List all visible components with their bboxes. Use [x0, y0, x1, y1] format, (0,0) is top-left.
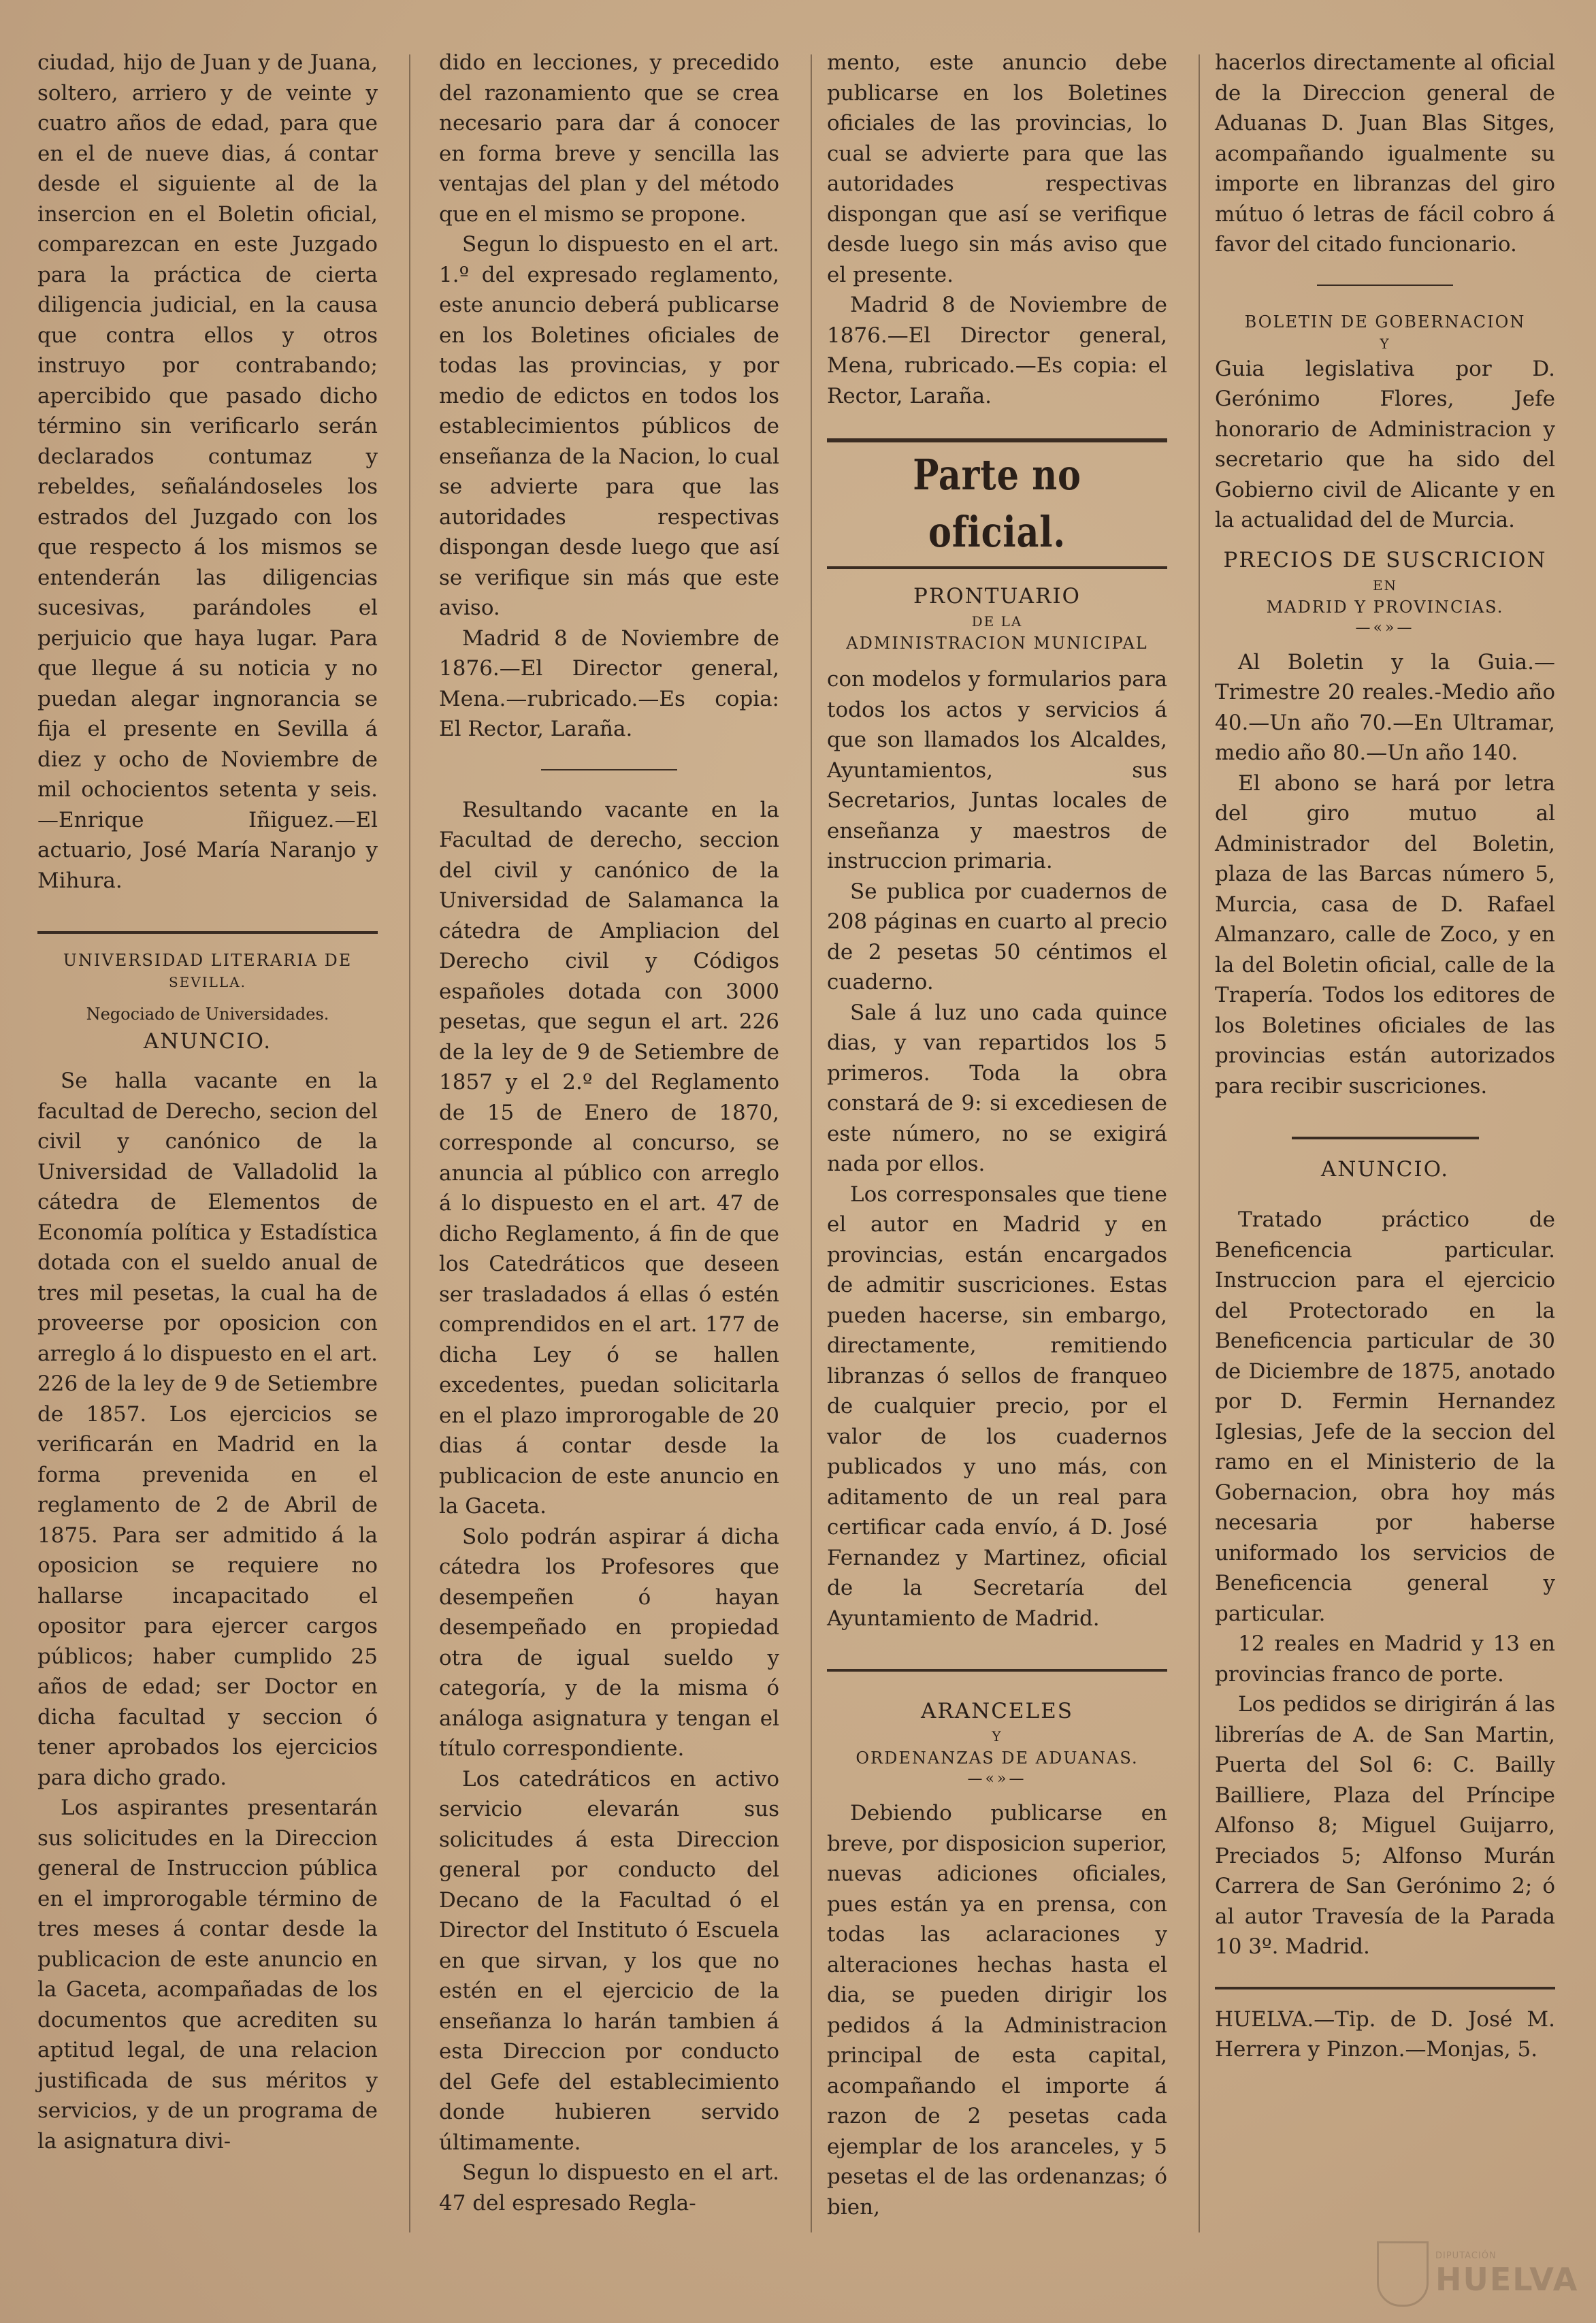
- column-1: [37, 48, 378, 2156]
- aranceles-y: Y: [992, 1728, 1003, 1744]
- watermark-small-text: DIPUTACIÓN: [1435, 2250, 1497, 2261]
- vacante-paragraph: Se halla vacante en la facultad de Derecho, secion del civil y canónico de la Universidad de Valladolid la cátedra de Elementos de Economía política y Estadística dotada con el sueldo anual de tres mil pesetas, la cual ha de proveerse por oposicion con arreglo á lo dispuesto en el art. 226 de la ley de 9 de Setiembre de 1857. Los ejercicios se verificarán en Madrid en la forma prevenida en el reglamento de 2 de Abril de 1875. Para ser admitido á la oposicion se requiere no hallarse incapacitado el opositor para ejercer cargos públicos; haber cumplido 25 años de edad; ser Doctor en dicha facultad y seccion ó tener aprobados los ejercicios para dicho grado.: [37, 1069, 378, 1790]
- guia-paragraph: Guia legislativa por D. Gerónimo Flores, Jefe honorario de Administracion y secretario que ha sido del Gobierno civil de Alicante y en la actualidad del de Murcia.: [1215, 356, 1555, 532]
- segun-paragraph: Segun lo dispuesto en el art. 47 del espresado Regla-: [439, 2160, 779, 2215]
- catedraticos-paragraph: Los catedráticos en activo servicio elevarán sus solicitudes á esta Direccion general por conducto del Decano de la Facultad ó el Director del Instituto ó Escuela en que sirvan, y los que no estén en el ejercicio de la enseñanza lo harán tambien á esta Direccion por conducto del Gefe del establecimiento donde hubieren servido últimamente.: [439, 1766, 779, 2155]
- section-divider: [1292, 1137, 1479, 1139]
- footer-divider: [1215, 1987, 1555, 1989]
- short-divider: [1317, 285, 1453, 286]
- aranceles-subheading: ORDENANZAS DE ADUANAS.: [856, 1749, 1139, 1768]
- prontuario-heading: PRONTUARIO: [913, 584, 1081, 608]
- univ-negociado: Negociado de Universidades.: [86, 1005, 329, 1024]
- continued-paragraph: mento, este anuncio debe publicarse en los Boletines oficiales de las provincias, lo cual se advierte para que las autoridades respectivas dispongan que así se verifique desde luego sin más aviso que el presente.: [827, 50, 1167, 287]
- prontuario-paragraph: con modelos y formularios para todos los actos y servicios á que son llamados los Alcaldes, Ayuntamientos, sus Secretarios, Juntas locales de enseñanza y maestros de instruccion primaria.: [827, 667, 1167, 873]
- boletin-y: Y: [1380, 335, 1390, 352]
- precios-heading: PRECIOS DE SUSCRICION: [1223, 547, 1547, 572]
- precios-subheading: MADRID Y PROVINCIAS.: [1266, 597, 1504, 617]
- abono-paragraph: El abono se hará por letra del giro mutuo al Administrador del Boletin, plaza de las Barcas número 5, Murcia, casa de D. Rafael Almanzaro, calle de Zoco, y en la del Boletin oficial, calle de la Trapería. Todos los editores de los Boletines oficiales de las provincias están autorizados para recibir suscriciones.: [1215, 770, 1555, 1099]
- watermark-word: HUELVA: [1435, 2260, 1579, 2298]
- aranceles-heading: ARANCELES: [920, 1699, 1074, 1723]
- signature-paragraph: Madrid 8 de Noviembre de 1876.—El Director general, Mena.—rubricado.—Es copia: El Rector, Laraña.: [439, 626, 779, 741]
- continued-edict-text: ciudad, hijo de Juan y de Juana, soltero, arriero y de veinte y cuatro años de edad, para que en el de nueve dias, á contar desde el siguiente al de la insercion en el Boletin oficial, comparezcan en este Juzgado para la práctica de cierta diligencia judicial, en la causa que contra ellos y otros instruyo por contrabando; apercibido que pasado dicho término sin verificarlo serán declarados contumaz y rebeldes, señalándoseles los estrados del Juzgado con los que respecto á los mismos se entenderán las diligencias sucesivas, parándoles el perjuicio que haya lugar. Para que llegue á su noticia y no puedan alegar ingnorancia se fija el presente en Sevilla á diez y ocho de Noviembre de mil ochocientos setenta y seis.—Enrique Iñiguez.—El actuario, José María Naranjo y Mihura.: [37, 50, 378, 893]
- continued-paragraph: dido en lecciones, y precedido del razonamiento que se crea necesario para dar á conocer en forma breve y sencilla las ventajas del plan y del método que en el mismo se propone.: [439, 50, 779, 227]
- reglamento-paragraph: Segun lo dispuesto en el art. 1.º del expresado reglamento, este anuncio deberá publicarse en los Boletines oficiales de todas las provincias, y por medio de edictos en todos los establecimientos públicos de enseñanza de la Nacion, lo cual se advierte para que las autoridades respectivas dispongan desde luego que así se verifique sin más que este aviso.: [439, 232, 779, 620]
- ornament: —«»—: [967, 1770, 1027, 1787]
- parte-no-oficial-title: Parte no oficial.: [913, 450, 1081, 557]
- prontuario-de-la: DE LA: [971, 613, 1023, 630]
- ornament: —«»—: [1355, 619, 1415, 636]
- cuadernos-paragraph: Se publica por cuadernos de 208 páginas en cuarto al precio de 2 pesetas 50 céntimos el cuaderno.: [827, 879, 1167, 994]
- boletin-heading: BOLETIN DE GOBERNACION: [1244, 312, 1526, 331]
- precios-en: EN: [1372, 576, 1398, 594]
- signature-paragraph: Madrid 8 de Noviembre de 1876.—El Director general, Mena, rubricado.—Es copia: el Rector, Laraña.: [827, 293, 1167, 408]
- univ-city: SEVILLA.: [168, 974, 246, 990]
- sale-a-luz-paragraph: Sale á luz uno cada quince dias, y van repartidos los 5 primeros. Toda la obra constará de 9: si excediesen de este número, no se exigirá nada por ellos.: [827, 1000, 1167, 1176]
- continued-paragraph: hacerlos directamente al oficial de la Direccion general de Aduanas D. Juan Blas Sitges, acompañando igualmente su importe en libranzas del giro mútuo ó letras de fácil cobro á favor del citado funcionario.: [1215, 50, 1555, 257]
- newspaper-page: [37, 48, 1562, 2267]
- section-divider: [37, 931, 378, 934]
- column-2: [439, 48, 779, 2218]
- column-rule: [409, 54, 410, 2232]
- corresponsales-paragraph: Los corresponsales que tiene el autor en Madrid y en provincias, están encargados de admitir suscriciones. Estas pueden hacerse, sin embargo, directamente, remitiendo libranzas ó sellos de franqueo de cualquier precio, por el valor de los cuadernos publicados y uno más, con aditamento de un real para certificar cada envío, á D. José Fernandez y Martinez, oficial de la Secretaría del Ayuntamiento de Madrid.: [827, 1182, 1167, 1631]
- section-divider: [827, 1669, 1167, 1672]
- title-rule-bottom: [827, 566, 1167, 569]
- column-rule: [1199, 54, 1200, 2232]
- short-divider: [541, 769, 677, 770]
- column-4: [1215, 48, 1555, 2065]
- column-rule: [811, 54, 812, 2232]
- resultando-paragraph: Resultando vacante en la Facultad de derecho, seccion del civil y canónico de la Universidad de Salamanca la cátedra de Ampliacion del Derecho civil y Códigos españoles dotada con 3000 pesetas, que segun el art. 226 de la ley de 9 de Setiembre de 1857 y el 2.º del Reglamento de 15 de Enero de 1870, corresponde al concurso, se anuncia al público con arreglo á lo dispuesto en el art. 47 de dicho Reglamento, á fin de que los Catedráticos que deseen ser trasladados á ellas ó estén comprendidos en el art. 177 de dicha Ley ó se hallen excedentes, puedan solicitarla en el plazo improrogable de 20 dias á contar desde la publicacion de este anuncio en la Gaceta.: [439, 797, 779, 1518]
- anuncio-heading: ANUNCIO.: [1320, 1157, 1450, 1182]
- crest-icon: [1377, 2241, 1429, 2307]
- imprenta-line: HUELVA.—Tip. de D. José M. Herrera y Pinzon.—Monjas, 5.: [1215, 2007, 1555, 2062]
- univ-heading: UNIVERSIDAD LITERARIA DE: [63, 951, 353, 970]
- column-3: [827, 48, 1167, 2222]
- anuncio-heading: ANUNCIO.: [143, 1029, 272, 1054]
- pedidos-paragraph: Los pedidos se dirigirán á las librerías de A. de San Martin, Puerta del Sol 6: C. Bailly Bailliere, Plaza del Príncipe Alfonso 8; Miguel Guijarro, Preciados 5; Alfonso Murán Carrera de San Gerónimo 2; ó al autor Travesía de la Parada 10 3º. Madrid.: [1215, 1692, 1555, 1959]
- aspirantes-paragraph: Los aspirantes presentarán sus solicitudes en la Direccion general de Instruccion pública en el improrogable término de tres meses á contar desde la publicacion de este anuncio en la Gaceta, acompañadas de los documentos que acrediten su aptitud legal, de una relacion justificada de sus méritos y servicios, y de un programa de la asignatura divi-: [37, 1796, 378, 2154]
- library-watermark: [1377, 2240, 1581, 2308]
- title-rule-top: [827, 438, 1167, 442]
- debiendo-paragraph: Debiendo publicarse en breve, por disposicion superior, nuevas adiciones oficiales, pues están ya en prensa, con todas las aclaraciones y alteraciones hechas hasta el dia, se pueden dirigir los pedidos á la Administracion principal de esta capital, acompañando el importe á razon de 2 pesetas cada ejemplar de los aranceles, y 5 pesetas el de las ordenanzas; ó bien,: [827, 1801, 1167, 2220]
- solo-podran-paragraph: Solo podrán aspirar á dicha cátedra los Profesores que desempeñen ó hayan desempeñado en propiedad otra de igual sueldo y categoría, y de la misma ó análoga asignatura y tengan el título correspondiente.: [439, 1524, 779, 1761]
- precio-paragraph: 12 reales en Madrid y 13 en provincias franco de porte.: [1215, 1631, 1555, 1687]
- tarifas-paragraph: Al Boletin y la Guia.—Trimestre 20 reales.-Medio año 40.—Un año 70.—En Ultramar, medio año 80.—Un año 140.: [1215, 649, 1555, 765]
- tratado-paragraph: Tratado práctico de Beneficencia particular. Instruccion para el ejercicio del Protectorado en la Beneficencia particular de 30 de Diciembre de 1875, anotado por D. Fermin Hernandez Iglesias, Jefe de la seccion del ramo en el Ministerio de la Gobernacion, obra hoy más necesaria por haberse uniformado los servicios de Beneficencia general y particular.: [1215, 1207, 1555, 1626]
- prontuario-subheading: ADMINISTRACION MUNICIPAL: [846, 634, 1148, 653]
